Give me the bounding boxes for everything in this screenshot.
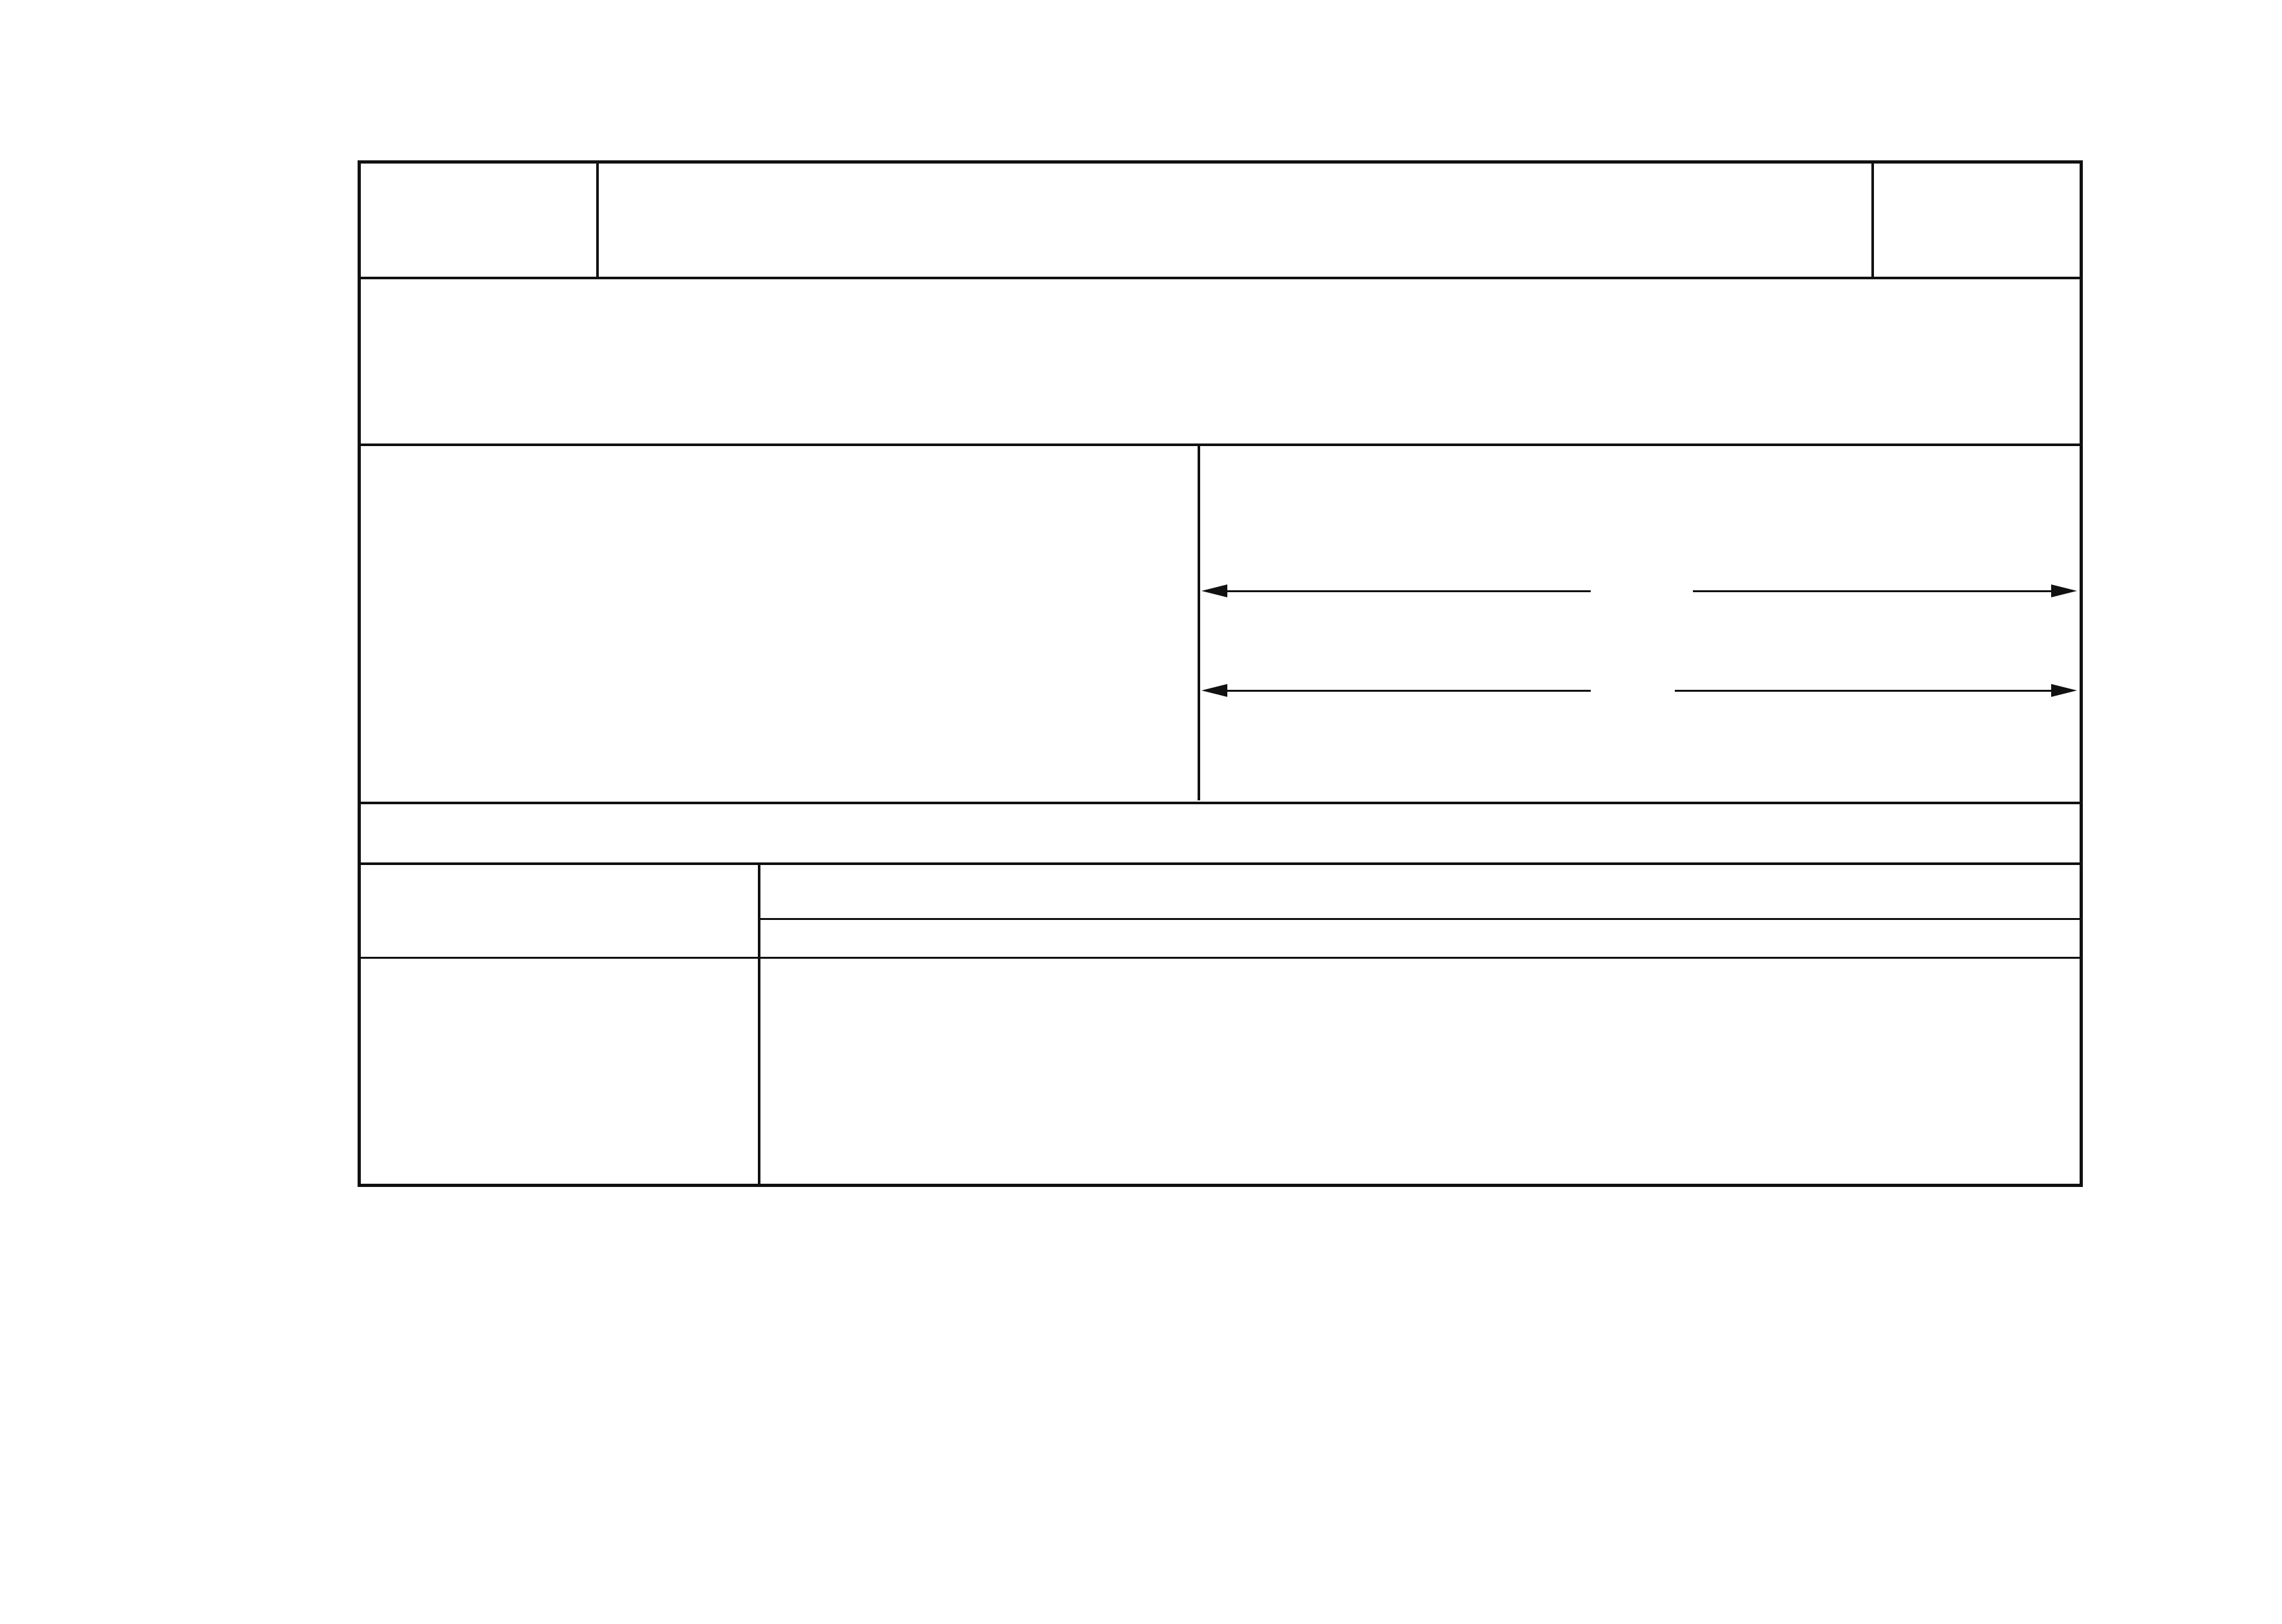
arrow-line [1675,690,2063,692]
divider [1871,162,1874,278]
divider [359,862,2080,865]
arrow-line [1222,690,1591,692]
divider [359,443,2080,446]
divider [359,957,2080,959]
table-frame [358,160,2083,1187]
divider [596,162,599,278]
divider [758,864,760,1184]
arrow-right-icon [2051,584,2077,597]
divider [760,918,2080,920]
arrow-line [1693,590,2061,592]
divider [359,277,2080,279]
divider [1198,445,1200,800]
arrow-right-icon [2051,684,2077,697]
divider [359,802,2080,804]
arrow-line [1222,590,1591,592]
